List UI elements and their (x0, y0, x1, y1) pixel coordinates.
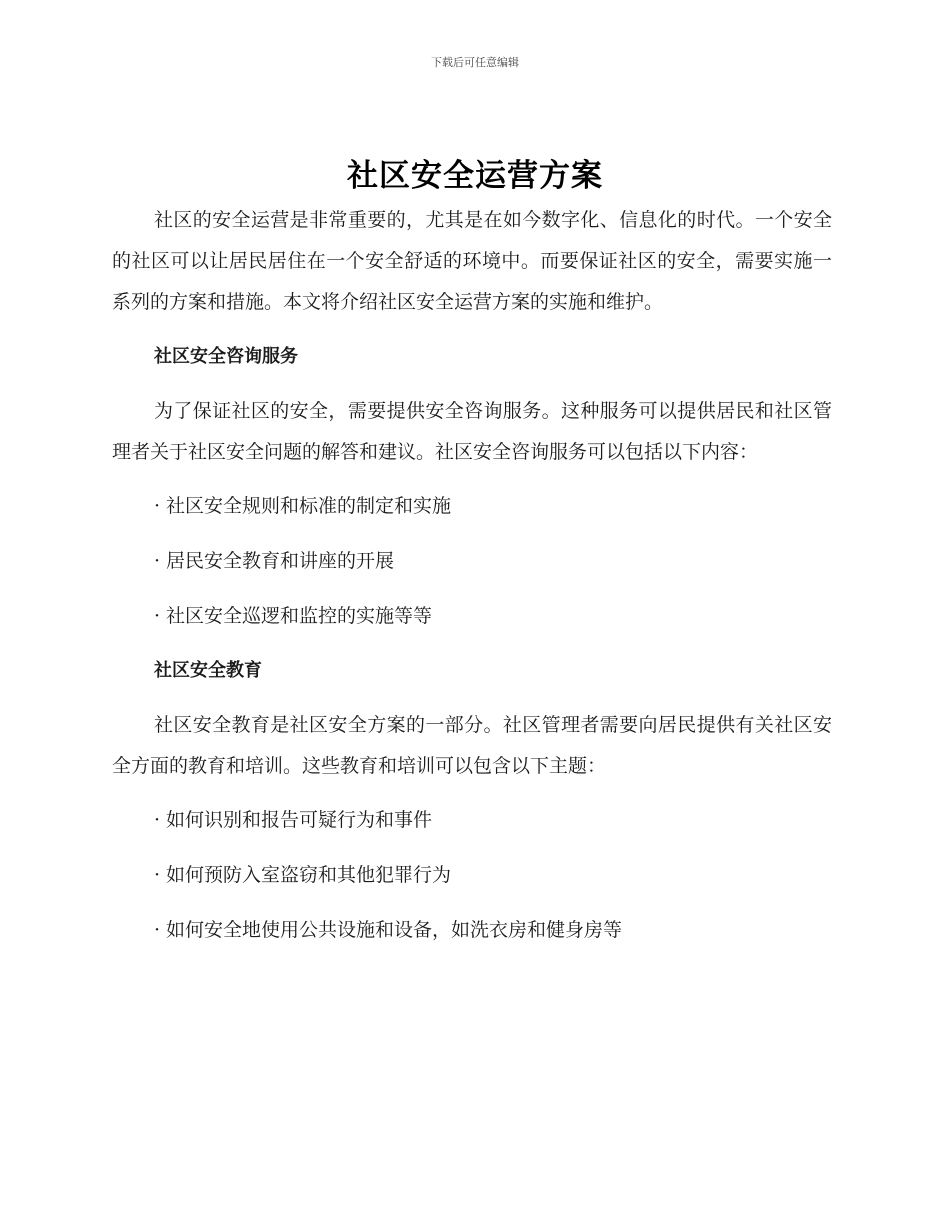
intro-paragraph: 社区的安全运营是非常重要的，尤其是在如今数字化、信息化的时代。一个安全的社区可以让居民居住在一个安全舒适的环境中。而要保证社区的安全，需要实施一系列的方案和措施。本文将介绍社区安全运营方案的实施和维护。 (112, 209, 832, 313)
document-body (112, 200, 832, 951)
list-item-text: 居民安全教育和讲座的开展 (166, 550, 395, 572)
list-item (112, 910, 832, 951)
list-item-text: 如何识别和报告可疑行为和事件 (166, 809, 433, 831)
list-item-text: 如何安全地使用公共设施和设备，如洗衣房和健身房等 (166, 919, 623, 941)
list-item-text: 如何预防入室盗窃和其他犯罪行为 (166, 864, 452, 886)
bullet-dot: · (154, 864, 161, 886)
bullet-list-consulting (112, 486, 832, 637)
bullet-dot: · (154, 919, 161, 941)
list-item (112, 855, 832, 896)
list-item (112, 541, 832, 582)
header-note: 下载后可任意编辑 (431, 56, 519, 69)
list-item-text: 社区安全规则和标准的制定和实施 (166, 495, 452, 517)
bullet-dot: · (154, 550, 161, 572)
section-heading-consulting: 社区安全咨询服务 (154, 346, 298, 367)
bullet-list-education (112, 800, 832, 951)
bullet-dot: · (154, 495, 161, 517)
section-paragraph-education: 社区安全教育是社区安全方案的一部分。社区管理者需要向居民提供有关社区安全方面的教育和培训。这些教育和培训可以包含以下主题： (112, 714, 832, 777)
list-item (112, 800, 832, 841)
bullet-dot: · (154, 809, 161, 831)
page-title: 社区安全运营方案 (347, 158, 603, 194)
section-paragraph-consulting: 为了保证社区的安全，需要提供安全咨询服务。这种服务可以提供居民和社区管理者关于社区安全问题的解答和建议。社区安全咨询服务可以包括以下内容： (112, 400, 832, 463)
list-item (112, 486, 832, 527)
bullet-dot: · (154, 605, 161, 627)
section-heading-education: 社区安全教育 (154, 660, 262, 681)
list-item (112, 596, 832, 637)
list-item-text: 社区安全巡逻和监控的实施等等 (166, 605, 433, 627)
